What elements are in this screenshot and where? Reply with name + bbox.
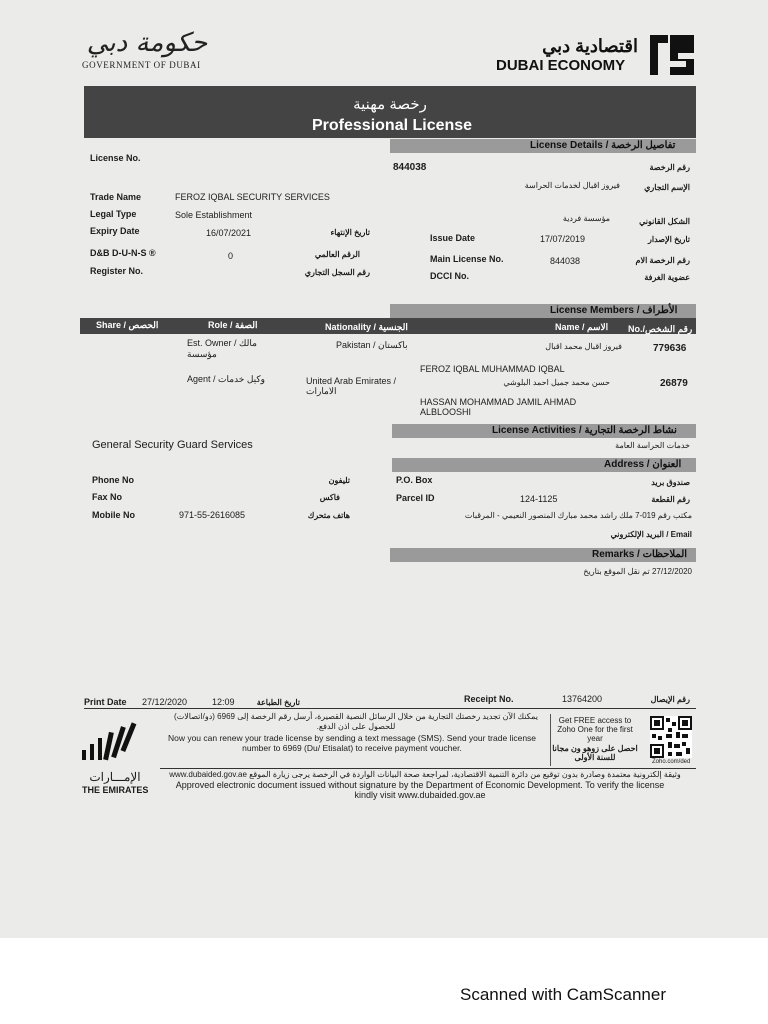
zoho-url[interactable]: Zoho.com/ded [652, 759, 691, 765]
government-of-dubai-logo [82, 28, 212, 70]
emirates-logo-arabic: الإمـــارات [89, 770, 141, 784]
expiry-date-label-ar: تاريخ الإنتهاء [330, 228, 370, 237]
fax-label: Fax No [92, 492, 123, 502]
zoho-promo-english: Get FREE access to Zoho One for the first year [557, 716, 633, 743]
expiry-date-label: Expiry Date [90, 226, 140, 236]
pobox-label: P.O. Box [396, 475, 433, 485]
divider-line [84, 708, 696, 709]
trade-name-label-ar: الإسم التجاري [644, 183, 690, 192]
member-role: Agent / وكيل خدمات [187, 374, 266, 384]
activity-english: General Security Guard Services [92, 439, 253, 451]
address-arabic: مكتب رقم 019-7 ملك راشد محمد مبارك المنصور النعيمي - المرقبات [464, 511, 692, 520]
member-role: Est. Owner / مالك مؤسسة [187, 338, 257, 359]
member-name-ar: حسن محمد جميل احمد البلوشي [503, 378, 610, 387]
print-date-label: Print Date [84, 697, 127, 707]
print-date-label-ar: تاريخ الطباعة [256, 698, 300, 707]
parcel-value: 124-1125 [520, 494, 558, 504]
license-details-title: License Details / تفاصيل الرخصة [530, 140, 676, 151]
issue-date-value: 17/07/2019 [540, 234, 586, 244]
member-name-ar: فيروز اقبال محمد اقبال [545, 342, 622, 351]
mobile-label: Mobile No [92, 510, 135, 520]
legal-type-label: Legal Type [90, 209, 137, 219]
camscanner-watermark: Scanned with CamScanner [460, 985, 667, 1004]
col-role: Role / الصفة [208, 320, 258, 330]
duns-label: D&B D-U-N-S ® [90, 248, 156, 258]
legal-type-label-ar: الشكل القانوني [639, 217, 690, 226]
trade-name-arabic: فيروز اقبال لخدمات الحراسة [524, 181, 620, 190]
license-members-title: License Members / الأطراف [550, 305, 678, 316]
trade-name-value: FEROZ IQBAL SECURITY SERVICES [175, 192, 330, 202]
sms-notice-english: Now you can renew your trade license by sending a text message (SMS). Send your trade license number to 6969 (Du/ Etisalat) to receive payment voucher. [167, 733, 537, 753]
col-no: No./رقم الشخص [628, 324, 693, 334]
pobox-label-ar: صندوق بريد [651, 478, 690, 487]
uae-brand-mark-icon [80, 720, 140, 768]
license-activities-title: License Activities / نشاط الرخصة التجارية [492, 425, 677, 436]
print-time: 12:09 [212, 697, 235, 707]
mobile-value: 971-55-2616085 [179, 510, 246, 520]
dcci-no-label-ar: عضوية الغرفة [644, 273, 690, 282]
approval-english: Approved electronic document issued without signature by the Department of Economic Development. To verify the license kindly visit www.dubaided.gov.ae [175, 780, 665, 800]
main-license-label-ar: رقم الرخصة الام [635, 256, 690, 265]
parcel-label-ar: رقم القطعة [651, 495, 690, 504]
sms-notice-arabic: يمكنك الآن تجديد رخصتك التجارية من خلال الرسائل النصية القصيرة، أرسل رقم الرخصة إلى 6969 (دو/اتصالات) للحصول على اذن الدفع. [174, 712, 538, 731]
member-no: 779636 [653, 343, 687, 354]
gov-logo-english: GOVERNMENT OF DUBAI [82, 60, 201, 70]
emirates-logo-english: THE EMIRATES [82, 785, 149, 795]
duns-value: 0 [228, 251, 234, 261]
issue-date-label: Issue Date [430, 233, 476, 243]
member-name-en: HASSAN MOHAMMAD JAMIL AHMAD ALBLOOSHI [420, 397, 577, 417]
print-date-value: 27/12/2020 [142, 697, 188, 707]
divider-line [160, 768, 696, 769]
receipt-label-ar: رقم الإيصال [650, 695, 690, 704]
zoho-promo-arabic: احصل على زوهو ون مجانا للسنة الأولى [552, 744, 638, 762]
receipt-value: 13764200 [562, 694, 603, 704]
dubai-economy-emblem-icon [648, 33, 696, 77]
remarks-text: 27/12/2020 تم نقل الموقع بتاريخ [583, 567, 692, 576]
title-arabic: رخصة مهنية [353, 96, 427, 113]
license-no-label-ar: رقم الرخصة [649, 163, 690, 172]
col-nationality: Nationality / الجنسية [325, 322, 408, 332]
license-no-value: 844038 [393, 162, 427, 173]
dcci-no-label: DCCI No. [430, 271, 469, 281]
register-no-label: Register No. [90, 266, 144, 276]
member-nationality: Pakistan / باكستان [336, 340, 408, 350]
remarks-title: Remarks / الملاحظات [592, 549, 688, 560]
de-logo-arabic: اقتصادية دبي [542, 36, 638, 56]
parcel-label: Parcel ID [396, 493, 435, 503]
expiry-date-value: 16/07/2021 [206, 228, 252, 238]
register-no-label-ar: رقم السجل التجاري [304, 268, 370, 277]
legal-type-value: Sole Establishment [175, 210, 253, 220]
dubai-economy-logo [496, 36, 638, 74]
receipt-label: Receipt No. [464, 694, 514, 704]
fax-label-ar: فاكس [319, 493, 340, 502]
phone-label: Phone No [92, 475, 134, 485]
phone-label-ar: تليفون [328, 476, 350, 485]
member-nationality: United Arab Emirates / الامارات [306, 376, 397, 396]
approval-arabic: وثيقة إلكترونية معتمدة وصادرة بدون توقيع من دائرة التنمية الاقتصادية، لمراجعة صحة البيانات الواردة في الرخصة يرجى زيارة الموقع www.dubaided.gov.ae [169, 770, 681, 779]
main-license-value: 844038 [550, 256, 581, 266]
col-name: Name / الاسم [555, 322, 609, 332]
member-name-en: FEROZ IQBAL MUHAMMAD IQBAL [420, 364, 565, 374]
de-logo-english: DUBAI ECONOMY [496, 57, 626, 74]
trade-name-label: Trade Name [90, 192, 142, 202]
mobile-label-ar: هاتف متحرك [307, 511, 350, 520]
duns-label-ar: الرقم العالمي [314, 250, 360, 259]
email-label: Email / البريد الإلكتروني [610, 530, 692, 539]
license-no-label: License No. [90, 153, 141, 163]
issue-date-label-ar: تاريخ الإصدار [647, 235, 690, 244]
title-english: Professional License [312, 117, 473, 134]
gov-logo-arabic: حكومة دبي [86, 28, 208, 58]
member-no: 26879 [660, 378, 688, 389]
main-license-label: Main License No. [430, 254, 504, 264]
col-share: Share / الحصص [96, 320, 159, 330]
qr-code-icon[interactable] [650, 716, 692, 758]
address-title: Address / العنوان [604, 459, 682, 470]
legal-type-arabic: مؤسسة فردية [562, 214, 610, 223]
activity-arabic: خدمات الحراسة العامة [615, 441, 690, 450]
